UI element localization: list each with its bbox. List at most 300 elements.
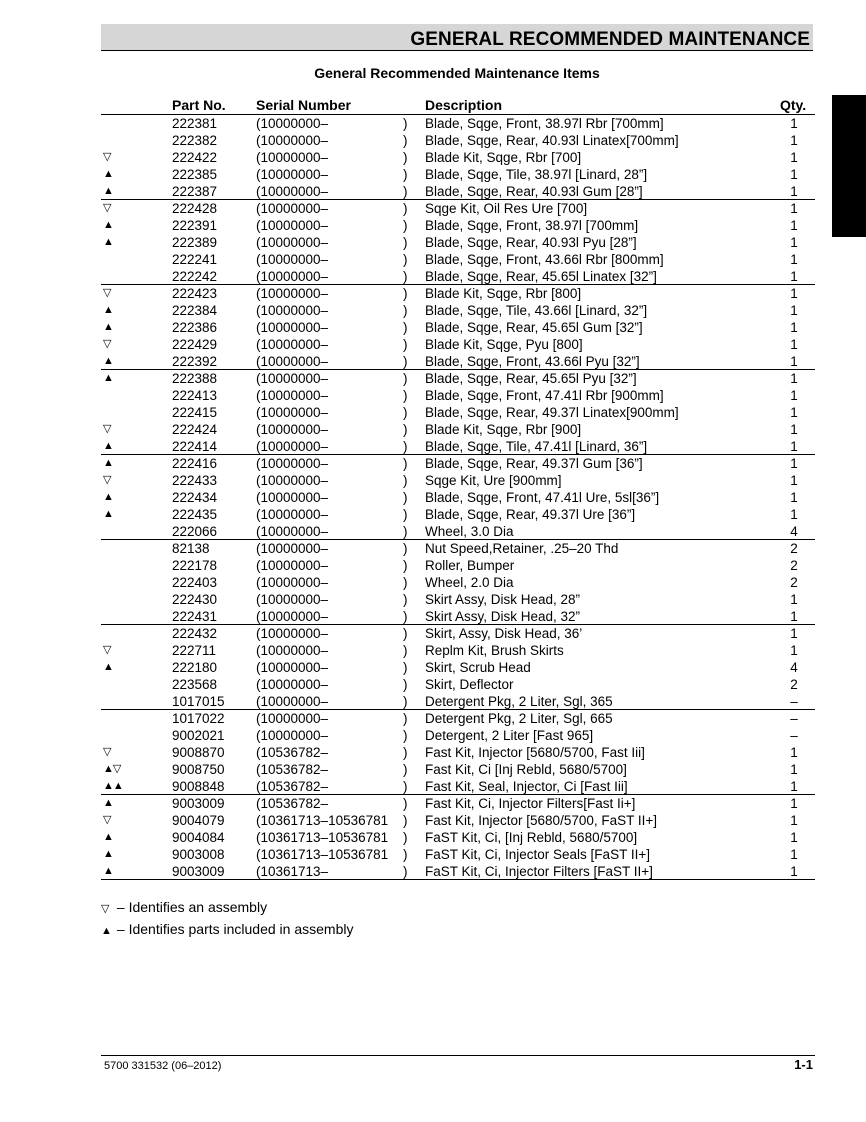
table-row xyxy=(101,132,815,149)
serial-number: (10000000– xyxy=(256,371,329,386)
serial-number: (10536782– xyxy=(256,745,329,760)
serial-number: (10536782– xyxy=(256,779,329,794)
serial-number: (10000000– xyxy=(256,558,329,573)
serial-close-paren: ) xyxy=(403,830,408,845)
column-header-part-no: Part No. xyxy=(172,97,226,113)
quantity: 1 xyxy=(790,269,798,284)
quantity: 2 xyxy=(790,575,798,590)
description: Blade, Sqge, Tile, 43.66l [Linard, 32”] xyxy=(425,303,648,318)
serial-close-paren: ) xyxy=(403,762,408,777)
table-row xyxy=(101,183,815,200)
table-row xyxy=(101,846,815,863)
assembly-marker-icon: ▽ xyxy=(103,474,111,486)
serial-number: (10000000– xyxy=(256,337,329,352)
quantity: 1 xyxy=(790,830,798,845)
serial-close-paren: ) xyxy=(403,490,408,505)
quantity: 1 xyxy=(790,507,798,522)
description: Nut Speed,Retainer, .25–20 Thd xyxy=(425,541,619,556)
part-number: 222178 xyxy=(172,558,218,573)
table-row xyxy=(101,268,815,285)
quantity: 1 xyxy=(790,371,798,386)
quantity: 1 xyxy=(790,116,798,131)
serial-close-paren: ) xyxy=(403,405,408,420)
description: Skirt, Deflector xyxy=(425,677,514,692)
description: Skirt Assy, Disk Head, 32” xyxy=(425,609,581,624)
quantity: 4 xyxy=(790,660,798,675)
description: Blade, Sqge, Front, 38.97l Rbr [700mm] xyxy=(425,116,664,131)
serial-number: (10000000– xyxy=(256,456,329,471)
serial-close-paren: ) xyxy=(403,218,408,233)
serial-close-paren: ) xyxy=(403,439,408,454)
serial-close-paren: ) xyxy=(403,371,408,386)
table-row xyxy=(101,608,815,625)
serial-close-paren: ) xyxy=(403,235,408,250)
quantity: 1 xyxy=(790,405,798,420)
part-number: 222403 xyxy=(172,575,218,590)
serial-close-paren: ) xyxy=(403,320,408,335)
quantity: 1 xyxy=(790,813,798,828)
assembly-marker-icon: ▲ xyxy=(103,304,113,316)
table-row xyxy=(101,795,815,812)
part-number: 222415 xyxy=(172,405,218,420)
part-number: 222416 xyxy=(172,456,218,471)
column-header-serial-number: Serial Number xyxy=(256,97,351,113)
description: Fast Kit, Injector [5680/5700, FaST II+] xyxy=(425,813,657,828)
description: Detergent, 2 Liter [Fast 965] xyxy=(425,728,594,743)
serial-number: (10000000– xyxy=(256,507,329,522)
serial-number: (10000000– xyxy=(256,320,329,335)
part-number: 222382 xyxy=(172,133,218,148)
table-row xyxy=(101,829,815,846)
quantity: 1 xyxy=(790,796,798,811)
table-row xyxy=(101,472,815,489)
serial-close-paren: ) xyxy=(403,354,408,369)
serial-number: (10000000– xyxy=(256,422,329,437)
section-tab-marker xyxy=(832,95,866,237)
description: Blade, Sqge, Rear, 40.93l Gum [28”] xyxy=(425,184,643,199)
serial-number: (10000000– xyxy=(256,167,329,182)
quantity: 1 xyxy=(790,133,798,148)
table-row xyxy=(101,302,815,319)
quantity: 1 xyxy=(790,439,798,454)
assembly-marker-icon: ▲ xyxy=(103,457,113,469)
part-number: 9003008 xyxy=(172,847,225,862)
assembly-marker-icon: ▲ xyxy=(103,372,113,384)
serial-close-paren: ) xyxy=(403,116,408,131)
included-part-triangle-icon: ▲ xyxy=(101,925,112,937)
quantity: 2 xyxy=(790,558,798,573)
part-number: 9004079 xyxy=(172,813,225,828)
serial-number: (10536782– xyxy=(256,796,329,811)
serial-number: (10000000– xyxy=(256,201,329,216)
quantity: 1 xyxy=(790,337,798,352)
part-number: 9004084 xyxy=(172,830,225,845)
table-row xyxy=(101,421,815,438)
legend-assembly-text: – Identifies an assembly xyxy=(116,899,268,915)
table-row xyxy=(101,234,815,251)
assembly-marker-icon: ▲ xyxy=(103,236,113,248)
serial-number: (10000000– xyxy=(256,303,329,318)
serial-close-paren: ) xyxy=(403,201,408,216)
description: Blade, Sqge, Rear, 49.37l Ure [36”] xyxy=(425,507,636,522)
table-row xyxy=(101,438,815,455)
table-row xyxy=(101,506,815,523)
description: Fast Kit, Ci [Inj Rebld, 5680/5700] xyxy=(425,762,627,777)
serial-close-paren: ) xyxy=(403,864,408,879)
parts-table xyxy=(101,114,815,880)
table-row xyxy=(101,251,815,268)
description: Blade Kit, Sqge, Rbr [900] xyxy=(425,422,582,437)
assembly-marker-icon: ▽ xyxy=(103,287,111,299)
serial-number: (10000000– xyxy=(256,694,329,709)
serial-close-paren: ) xyxy=(403,660,408,675)
description: Blade, Sqge, Tile, 38.97l [Linard, 28”] xyxy=(425,167,648,182)
serial-number: (10000000– xyxy=(256,405,329,420)
description: Sqge Kit, Oil Res Ure [700] xyxy=(425,201,588,216)
serial-number: (10000000– xyxy=(256,541,329,556)
serial-number: (10000000– xyxy=(256,150,329,165)
quantity: 1 xyxy=(790,388,798,403)
part-number: 222711 xyxy=(172,643,217,658)
serial-close-paren: ) xyxy=(403,745,408,760)
serial-number: (10000000– xyxy=(256,235,329,250)
serial-number: (10000000– xyxy=(256,218,329,233)
serial-close-paren: ) xyxy=(403,507,408,522)
quantity: 1 xyxy=(790,626,798,641)
part-number: 222435 xyxy=(172,507,218,522)
serial-close-paren: ) xyxy=(403,150,408,165)
serial-number: (10000000– xyxy=(256,269,329,284)
description: Blade, Sqge, Tile, 47.41l [Linard, 36”] xyxy=(425,439,648,454)
part-number: 222241 xyxy=(172,252,218,267)
quantity: 1 xyxy=(790,201,798,216)
serial-number: (10000000– xyxy=(256,252,329,267)
part-number: 222434 xyxy=(172,490,218,505)
header-bar xyxy=(101,24,813,51)
assembly-marker-icon: ▲▽ xyxy=(103,763,121,775)
assembly-marker-icon: ▲▲ xyxy=(103,780,123,792)
serial-close-paren: ) xyxy=(403,184,408,199)
quantity: 1 xyxy=(790,286,798,301)
description: Blade, Sqge, Rear, 45.65l Pyu [32”] xyxy=(425,371,637,386)
quantity: 1 xyxy=(790,303,798,318)
serial-close-paren: ) xyxy=(403,558,408,573)
legend-included-parts-text: – Identifies parts included in assembly xyxy=(116,921,354,937)
quantity: 1 xyxy=(790,422,798,437)
part-number: 9008750 xyxy=(172,762,225,777)
table-row xyxy=(101,778,815,795)
assembly-marker-icon: ▲ xyxy=(103,185,113,197)
quantity: 1 xyxy=(790,320,798,335)
description: Blade, Sqge, Rear, 45.65l Gum [32”] xyxy=(425,320,643,335)
serial-number: (10000000– xyxy=(256,592,329,607)
serial-number: (10000000– xyxy=(256,728,329,743)
assembly-marker-icon: ▲ xyxy=(103,440,113,452)
table-row xyxy=(101,149,815,166)
serial-close-paren: ) xyxy=(403,592,408,607)
part-number: 9003009 xyxy=(172,796,225,811)
assembly-marker-icon: ▲ xyxy=(103,321,113,333)
part-number: 222413 xyxy=(172,388,218,403)
part-number: 222430 xyxy=(172,592,218,607)
part-number: 9008870 xyxy=(172,745,225,760)
description: Detergent Pkg, 2 Liter, Sgl, 365 xyxy=(425,694,613,709)
part-number: 9002021 xyxy=(172,728,225,743)
serial-number: (10000000– xyxy=(256,677,329,692)
part-number: 222428 xyxy=(172,201,218,216)
assembly-marker-icon: ▽ xyxy=(103,423,111,435)
part-number: 222180 xyxy=(172,660,218,675)
part-number: 222381 xyxy=(172,116,218,131)
description: Skirt, Scrub Head xyxy=(425,660,531,675)
part-number: 222422 xyxy=(172,150,218,165)
legend-included-parts xyxy=(101,921,353,937)
part-number: 222386 xyxy=(172,320,218,335)
part-number: 222385 xyxy=(172,167,218,182)
quantity: 1 xyxy=(790,643,798,658)
serial-close-paren: ) xyxy=(403,541,408,556)
assembly-marker-icon: ▽ xyxy=(103,202,111,214)
description: Skirt Assy, Disk Head, 28” xyxy=(425,592,581,607)
serial-close-paren: ) xyxy=(403,677,408,692)
table-row xyxy=(101,540,815,557)
description: Detergent Pkg, 2 Liter, Sgl, 665 xyxy=(425,711,613,726)
serial-number: (10000000– xyxy=(256,354,329,369)
table-row xyxy=(101,336,815,353)
serial-close-paren: ) xyxy=(403,711,408,726)
table-row xyxy=(101,370,815,387)
quantity: 1 xyxy=(790,218,798,233)
serial-number: (10536782– xyxy=(256,762,329,777)
serial-close-paren: ) xyxy=(403,813,408,828)
serial-close-paren: ) xyxy=(403,422,408,437)
serial-close-paren: ) xyxy=(403,337,408,352)
assembly-marker-icon: ▲ xyxy=(103,865,113,877)
serial-number: (10000000– xyxy=(256,643,329,658)
quantity: 1 xyxy=(790,150,798,165)
part-number: 222388 xyxy=(172,371,218,386)
quantity: 2 xyxy=(790,677,798,692)
serial-number: (10000000– xyxy=(256,711,329,726)
description: Wheel, 3.0 Dia xyxy=(425,524,514,539)
quantity: 1 xyxy=(790,779,798,794)
serial-number: (10000000– xyxy=(256,626,329,641)
table-row xyxy=(101,727,815,744)
table-row xyxy=(101,625,815,642)
assembly-marker-icon: ▽ xyxy=(103,814,111,826)
quantity: 1 xyxy=(790,490,798,505)
part-number: 222424 xyxy=(172,422,218,437)
description: Roller, Bumper xyxy=(425,558,515,573)
assembly-marker-icon: ▲ xyxy=(103,661,113,673)
description: Fast Kit, Injector [5680/5700, Fast Iii] xyxy=(425,745,645,760)
serial-close-paren: ) xyxy=(403,167,408,182)
table-row xyxy=(101,710,815,727)
description: Sqge Kit, Ure [900mm] xyxy=(425,473,562,488)
description: Blade, Sqge, Front, 43.66l Pyu [32”] xyxy=(425,354,640,369)
serial-number: (10361713– xyxy=(256,864,329,879)
table-row xyxy=(101,812,815,829)
table-row xyxy=(101,676,815,693)
table-row xyxy=(101,166,815,183)
serial-number: (10000000– xyxy=(256,473,329,488)
description: Blade, Sqge, Rear, 40.93l Linatex[700mm] xyxy=(425,133,679,148)
quantity: 1 xyxy=(790,456,798,471)
table-row xyxy=(101,489,815,506)
table-row xyxy=(101,353,815,370)
part-number: 222387 xyxy=(172,184,218,199)
assembly-marker-icon: ▲ xyxy=(103,168,113,180)
part-number: 222414 xyxy=(172,439,218,454)
serial-number: (10000000– xyxy=(256,133,329,148)
description: FaST Kit, Ci, Injector Filters [FaST II+] xyxy=(425,864,653,879)
serial-close-paren: ) xyxy=(403,252,408,267)
table-row xyxy=(101,217,815,234)
part-number: 1017022 xyxy=(172,711,225,726)
serial-number: (10000000– xyxy=(256,660,329,675)
part-number: 222391 xyxy=(172,218,218,233)
table-row xyxy=(101,319,815,336)
assembly-marker-icon: ▽ xyxy=(103,644,111,656)
assembly-triangle-icon: ▽ xyxy=(101,903,110,915)
serial-number: (10000000– xyxy=(256,388,329,403)
assembly-marker-icon: ▲ xyxy=(103,848,113,860)
part-number: 82138 xyxy=(172,541,210,556)
serial-close-paren: ) xyxy=(403,728,408,743)
table-row xyxy=(101,642,815,659)
serial-close-paren: ) xyxy=(403,524,408,539)
serial-close-paren: ) xyxy=(403,388,408,403)
table-row xyxy=(101,761,815,778)
table-row xyxy=(101,404,815,421)
table-row xyxy=(101,200,815,217)
assembly-marker-icon: ▽ xyxy=(103,338,111,350)
quantity: 1 xyxy=(790,184,798,199)
description: FaST Kit, Ci, [Inj Rebld, 5680/5700] xyxy=(425,830,638,845)
serial-close-paren: ) xyxy=(403,575,408,590)
quantity: 1 xyxy=(790,609,798,624)
table-row xyxy=(101,115,815,132)
column-header-qty: Qty. xyxy=(780,97,807,113)
description: Blade, Sqge, Front, 43.66l Rbr [800mm] xyxy=(425,252,664,267)
description: Blade, Sqge, Front, 47.41l Rbr [900mm] xyxy=(425,388,664,403)
part-number: 222423 xyxy=(172,286,218,301)
serial-close-paren: ) xyxy=(403,847,408,862)
page-number: 1-1 xyxy=(794,1057,813,1072)
table-row xyxy=(101,693,815,710)
description: Blade, Sqge, Rear, 49.37l Gum [36”] xyxy=(425,456,643,471)
table-row xyxy=(101,523,815,540)
description: Blade, Sqge, Rear, 49.37l Linatex[900mm] xyxy=(425,405,679,420)
description: Blade Kit, Sqge, Pyu [800] xyxy=(425,337,583,352)
serial-close-paren: ) xyxy=(403,269,408,284)
quantity: 1 xyxy=(790,167,798,182)
serial-number: (10000000– xyxy=(256,575,329,590)
quantity: – xyxy=(790,711,798,726)
description: Wheel, 2.0 Dia xyxy=(425,575,514,590)
serial-close-paren: ) xyxy=(403,133,408,148)
part-number: 222433 xyxy=(172,473,218,488)
page-title: GENERAL RECOMMENDED MAINTENANCE xyxy=(410,29,810,50)
description: Fast Kit, Ci, Injector Filters[Fast Ii+] xyxy=(425,796,636,811)
serial-close-paren: ) xyxy=(403,303,408,318)
part-number: 222384 xyxy=(172,303,218,318)
serial-close-paren: ) xyxy=(403,473,408,488)
quantity: – xyxy=(790,728,798,743)
part-number: 222432 xyxy=(172,626,218,641)
table-row xyxy=(101,574,815,591)
description: Blade, Sqge, Front, 38.97l [700mm] xyxy=(425,218,639,233)
table-row xyxy=(101,659,815,676)
assembly-marker-icon: ▲ xyxy=(103,355,113,367)
quantity: 1 xyxy=(790,473,798,488)
serial-close-paren: ) xyxy=(403,643,408,658)
assembly-marker-icon: ▲ xyxy=(103,797,113,809)
legend-assembly xyxy=(101,899,267,915)
table-row xyxy=(101,744,815,761)
description: Blade, Sqge, Rear, 45.65l Linatex [32”] xyxy=(425,269,657,284)
quantity: 1 xyxy=(790,354,798,369)
quantity: 1 xyxy=(790,762,798,777)
part-number: 222429 xyxy=(172,337,218,352)
description: Blade Kit, Sqge, Rbr [700] xyxy=(425,150,582,165)
assembly-marker-icon: ▲ xyxy=(103,219,113,231)
serial-close-paren: ) xyxy=(403,796,408,811)
assembly-marker-icon: ▲ xyxy=(103,491,113,503)
serial-close-paren: ) xyxy=(403,286,408,301)
table-row xyxy=(101,285,815,302)
assembly-marker-icon: ▽ xyxy=(103,151,111,163)
part-number: 9008848 xyxy=(172,779,225,794)
part-number: 222389 xyxy=(172,235,218,250)
serial-number: (10000000– xyxy=(256,439,329,454)
serial-close-paren: ) xyxy=(403,694,408,709)
serial-close-paren: ) xyxy=(403,626,408,641)
table-row xyxy=(101,863,815,880)
section-subtitle: General Recommended Maintenance Items xyxy=(314,65,600,81)
description: Blade, Sqge, Front, 47.41l Ure, 5sl[36”] xyxy=(425,490,660,505)
quantity: 1 xyxy=(790,745,798,760)
part-number: 222431 xyxy=(172,609,218,624)
description: Replm Kit, Brush Skirts xyxy=(425,643,564,658)
description: FaST Kit, Ci, Injector Seals [FaST II+] xyxy=(425,847,650,862)
serial-number: (10000000– xyxy=(256,286,329,301)
part-number: 223568 xyxy=(172,677,218,692)
serial-number: (10361713–10536781 xyxy=(256,813,389,828)
part-number: 222066 xyxy=(172,524,218,539)
quantity: 2 xyxy=(790,541,798,556)
serial-number: (10000000– xyxy=(256,524,329,539)
quantity: – xyxy=(790,694,798,709)
serial-close-paren: ) xyxy=(403,609,408,624)
serial-number: (10000000– xyxy=(256,490,329,505)
description: Fast Kit, Seal, Injector, Ci [Fast Iii] xyxy=(425,779,628,794)
quantity: 1 xyxy=(790,592,798,607)
footer-rule xyxy=(101,1055,815,1056)
description: Skirt, Assy, Disk Head, 36’ xyxy=(425,626,583,641)
serial-number: (10361713–10536781 xyxy=(256,847,389,862)
description: Blade, Sqge, Rear, 40.93l Pyu [28”] xyxy=(425,235,637,250)
assembly-marker-icon: ▲ xyxy=(103,831,113,843)
table-row xyxy=(101,591,815,608)
column-header-description: Description xyxy=(425,97,503,113)
quantity: 1 xyxy=(790,252,798,267)
serial-number: (10361713–10536781 xyxy=(256,830,389,845)
serial-close-paren: ) xyxy=(403,456,408,471)
part-number: 222392 xyxy=(172,354,218,369)
table-row xyxy=(101,557,815,574)
part-number: 1017015 xyxy=(172,694,225,709)
